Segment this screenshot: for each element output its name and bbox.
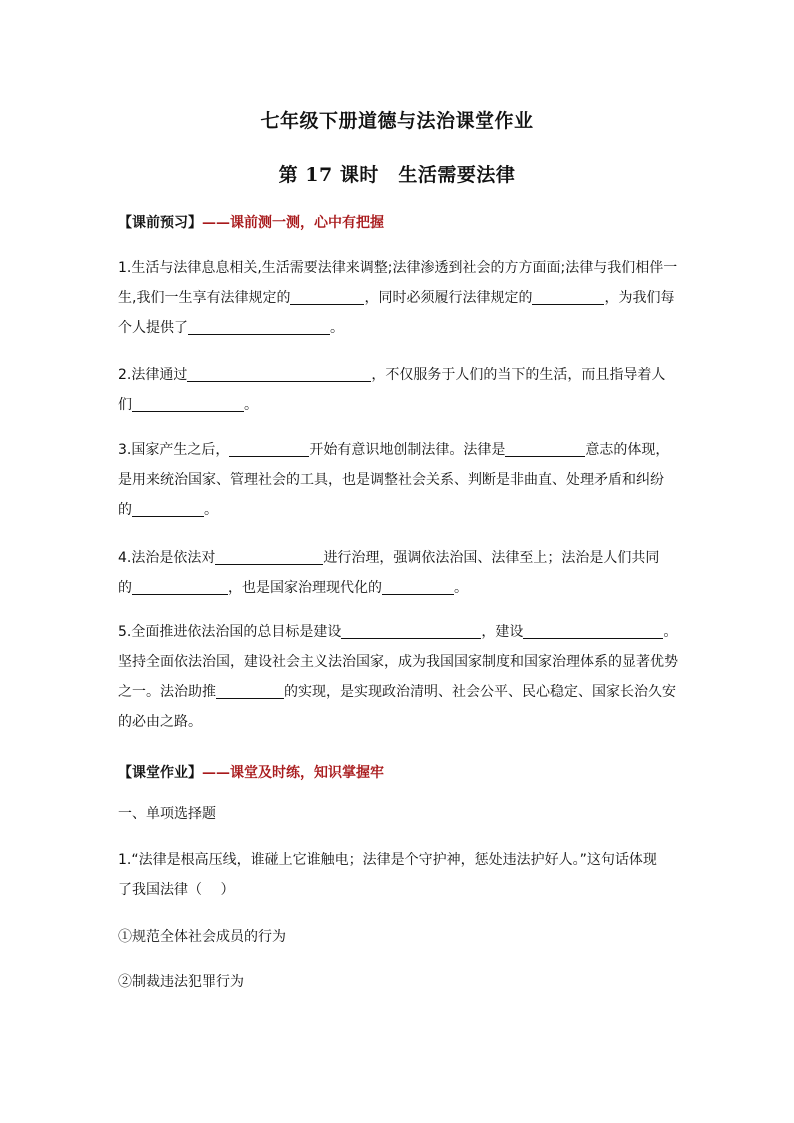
part-heading — [118, 799, 678, 829]
q5-text: 5.全面推进依法治国的总目标是建设 — [118, 624, 342, 640]
fill-blank[interactable] — [505, 438, 585, 457]
classwork-label: 【课堂作业】 — [118, 765, 202, 781]
q3-text: 的 — [118, 502, 132, 518]
page-title: 七年级下册道德与法治课堂作业 — [260, 110, 534, 132]
choice-question-1 — [118, 845, 678, 905]
q5-text: ，建设 — [481, 624, 524, 640]
q3-text: 意志的体现， — [585, 442, 670, 458]
q3-line-2: 是用来统治国家、管理社会的工具，也是调整社会关系、判断是非曲直、处理矛盾和纠纷 — [118, 472, 664, 488]
single-choice-heading: 一、单项选择题 — [118, 806, 216, 822]
preview-dash: —— — [202, 215, 230, 231]
q4-line-1 — [118, 543, 678, 573]
preview-section-header — [118, 212, 384, 232]
question-1 — [118, 253, 678, 343]
preview-label: 【课前预习】 — [118, 215, 202, 231]
question-5 — [118, 617, 678, 737]
option-2: ②制裁违法犯罪行为 — [118, 974, 244, 990]
fill-blank[interactable] — [229, 438, 309, 457]
q1-line-2 — [118, 283, 678, 313]
q5-line-4: 的必由之路。 — [118, 714, 202, 730]
q5-line-2: 坚持全面依法治国，建设社会主义法治国家，成为我国国家制度和国家治理体系的显著优势 — [118, 654, 678, 670]
fill-blank[interactable] — [187, 363, 371, 382]
q1-text: 生,我们一生享有法律规定的 — [118, 290, 291, 306]
q5-text: 。 — [663, 624, 678, 640]
lesson-title: 第 17 课时 生活需要法律 — [278, 164, 516, 186]
q3-line-1 — [118, 435, 678, 465]
q5-line-3 — [118, 677, 678, 707]
q1-line-3 — [118, 313, 678, 343]
q4-text: 的 — [118, 580, 132, 596]
fill-blank[interactable] — [132, 393, 244, 412]
q3-text: 3.国家产生之后， — [118, 442, 230, 458]
q5-line-1 — [118, 617, 678, 647]
fill-blank[interactable] — [216, 680, 284, 699]
q1-text: 个人提供了 — [118, 320, 188, 336]
q3-line-3 — [118, 495, 678, 525]
fill-blank[interactable] — [341, 620, 481, 639]
fill-blank[interactable] — [188, 316, 330, 335]
question-2 — [118, 360, 678, 420]
q2-text: ，不仅服务于人们的当下的生活，而且指导着人 — [371, 367, 666, 383]
q1-text: 。 — [330, 320, 344, 336]
q2-text: 们 — [118, 397, 132, 413]
q3-text: 开始有意识地创制法律。法律是 — [309, 442, 506, 458]
fill-blank[interactable] — [382, 576, 454, 595]
q2-text: 。 — [244, 397, 258, 413]
q1-text: ，为我们每 — [604, 290, 675, 306]
q2-line-2 — [118, 390, 678, 420]
q4-text: 4.法治是依法对 — [118, 550, 216, 566]
q4-line-2 — [118, 573, 678, 603]
fill-blank[interactable] — [523, 620, 663, 639]
q4-text: 。 — [454, 580, 468, 596]
classwork-subtitle: 课堂及时练，知识掌握牢 — [230, 765, 384, 781]
classwork-section-header — [118, 762, 384, 782]
fill-blank[interactable] — [290, 286, 364, 305]
q3-text: 。 — [204, 502, 218, 518]
option-1: ①规范全体社会成员的行为 — [118, 929, 286, 945]
mc1-line-2: 了我国法律（ ） — [118, 882, 235, 898]
question-4 — [118, 543, 678, 603]
q1-line-1: 1.生活与法律息息相关,生活需要法律来调整;法律渗透到社会的方方面面;法律与我们相伴一 — [118, 260, 678, 276]
q5-text: 之一。法治助推 — [118, 684, 216, 700]
classwork-dash: —— — [202, 765, 230, 781]
q4-text: 进行治理，强调依法治国、法律至上；法治是人们共同 — [323, 550, 660, 566]
mc1-line-1: 1.“法律是根高压线，谁碰上它谁触电；法律是个守护神，惩处违法护好人。”这句话体现 — [118, 852, 657, 868]
fill-blank[interactable] — [132, 576, 228, 595]
q5-text: 的实现，是实现政治清明、社会公平、民心稳定、国家长治久安 — [284, 684, 676, 700]
fill-blank[interactable] — [132, 498, 204, 517]
fill-blank[interactable] — [532, 286, 604, 305]
q4-text: ，也是国家治理现代化的 — [228, 580, 382, 596]
q2-text: 2.法律通过 — [118, 367, 188, 383]
preview-subtitle: 课前测一测，心中有把握 — [230, 215, 384, 231]
q1-text: ，同时必须履行法律规定的 — [364, 290, 533, 306]
q2-line-1 — [118, 360, 678, 390]
question-3 — [118, 435, 678, 525]
fill-blank[interactable] — [215, 546, 323, 565]
